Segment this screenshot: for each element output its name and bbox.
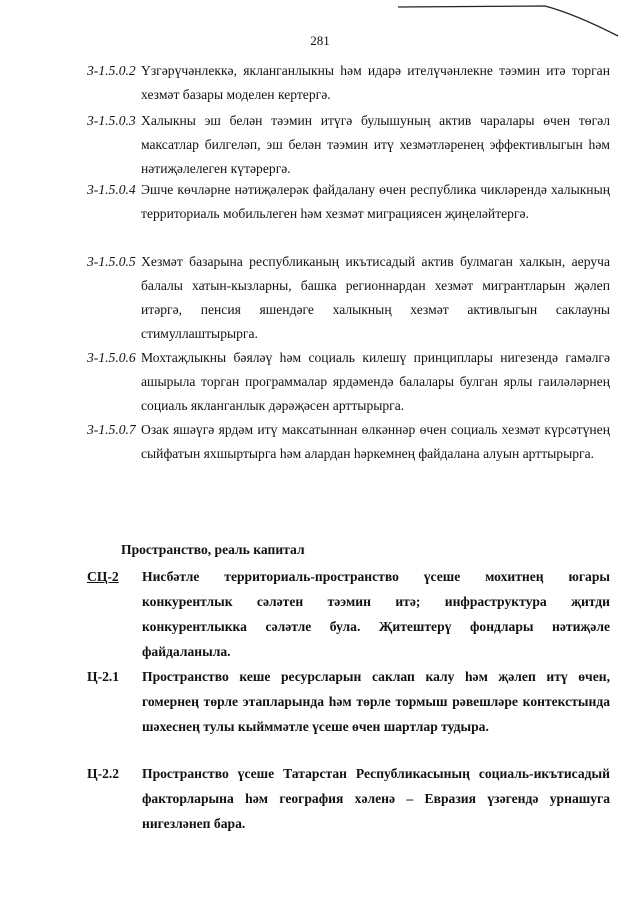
goal-text: Нисбәтле территориаль-пространство үсеше мохитнең югары конкурентлык сәләтен тәэмин итә; инфраструктура җитди конкурентлыкка сәләтле була. Җитештерү фондлары нәтиҗәле файдаланыла. (142, 569, 610, 659)
goal-code: Ц-2.1 (87, 669, 120, 684)
item-code: 3-1.5.0.3 (87, 113, 136, 128)
item-text: Хезмәт базарына республиканың икътисадый актив булмаган халкын, аеруча балалы хатын-кызларны, башка регионнардан хезмәт мигрантларын җәлеп итәргә, пенсия яшендәге халыкның хезмәт активлыгын саклауны стимуллаштырырга. (141, 254, 610, 341)
goal-item (87, 664, 610, 739)
list-item (87, 250, 610, 346)
section-title: Пространство, реаль капитал (121, 542, 305, 557)
list-item (87, 418, 610, 466)
list-item (87, 178, 610, 226)
list-item (87, 346, 610, 418)
item-text: Үзгәрүчәнлеккә, якланганлыкны һәм идарә ителүчәнлекне тәэмин итә торган хезмәт базары моделен кертергә. (141, 63, 610, 102)
corner-stroke (0, 0, 640, 60)
item-code: 3-1.5.0.4 (87, 182, 136, 197)
goal-text: Пространство үсеше Татарстан Республикасының социаль-икътисадый факторларына һәм география хәленә – Евразия үзәгендә урнашуга нигезләнеп бара. (142, 766, 610, 831)
item-text: Мохтаҗлыкны бәяләү һәм социаль килешү принциплары нигезендә гамәлгә ашырыла торган программалар ярдәмендә балалары булган ярлы гаиләләрнең социаль якланганлык дәрәҗәсен арттырырга. (141, 350, 610, 413)
item-code: 3-1.5.0.7 (87, 422, 136, 437)
item-code: 3-1.5.0.6 (87, 350, 136, 365)
goal-code: Ц-2.2 (87, 766, 120, 781)
item-text: Озак яшәүгә ярдәм итү максатыннан өлкәннәр өчен социаль хезмәт күрсәтүнең сыйфатын яхшыртырга һәм алардан һәркемнең файдалана алуын арттырырга. (141, 422, 610, 461)
list-item (87, 59, 610, 107)
item-text: Халыкны эш белән тәэмин итүгә булышуның актив чаралары өчен төгәл максатлар билгеләп, эш белән тәэмин итү хезмәтләренең эффективлыгын һәм нәтиҗәлелеген күтәрергә. (141, 113, 610, 176)
goal-item (87, 564, 610, 664)
goal-text: Пространство кеше ресурсларын саклап калу һәм җәлеп итү өчен, гомернең төрле этапларында һәм төрле тормыш рәвешләре контекстында шәхеснең тулы кыйммәтле үсеше өчен шартлар тудыра. (142, 669, 610, 734)
item-text: Эшче көчләрне нәтиҗәлерәк файдалану өчен республика чикләрендә халыкның территориаль мобильлеген һәм хезмәт миграциясен җиңеләйтергә. (141, 182, 610, 221)
item-code: 3-1.5.0.5 (87, 254, 136, 269)
list-item (87, 109, 610, 181)
item-code: 3-1.5.0.2 (87, 63, 136, 78)
goal-code: СЦ-2 (87, 569, 119, 584)
page-number: 281 (310, 33, 330, 48)
goal-item (87, 761, 610, 836)
